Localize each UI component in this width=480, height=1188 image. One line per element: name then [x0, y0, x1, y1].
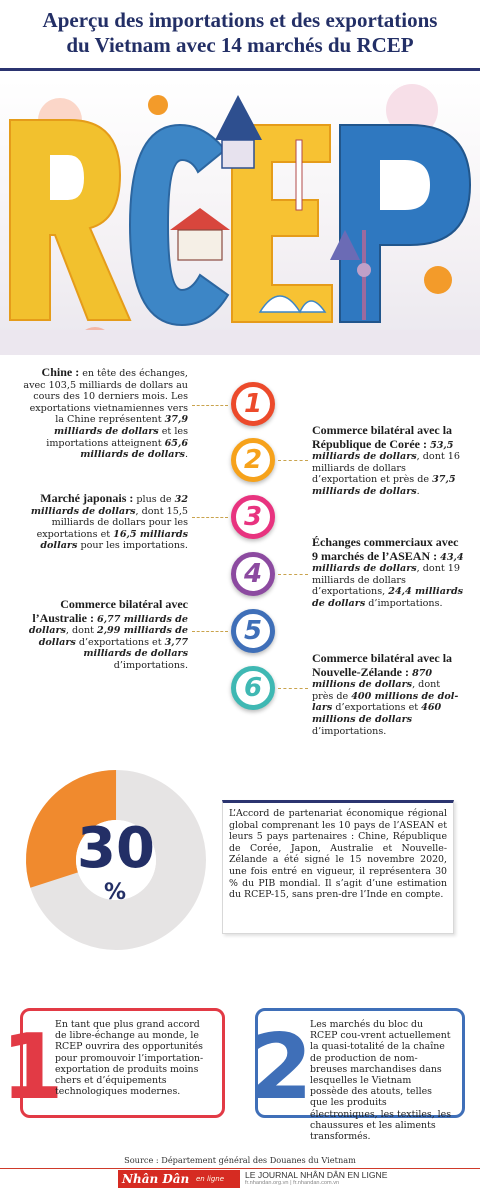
step-circle-1: 1 [231, 382, 275, 426]
pagoda-roof-shape [215, 95, 262, 140]
title-block [0, 0, 480, 72]
step-text-japan: Marché japonais : plus de 32 milliards de dollars, dont 15,5 milliards de dollars pour les exportations et 16,5 milliards dollars pour les importations. [30, 491, 188, 552]
temple-shape [222, 140, 254, 168]
steps-section [0, 360, 480, 750]
rcep-info-box: L’Accord de partenariat économique régional global comprenant les 10 pays de l’ASEAN et leurs 5 pays partenaires : Chine, République de Corée, Japon, Australie et Nouvelle-Zélande a été signé le 15 novembre 2020, une fois entré en vigueur, il représentera 30 % du PIB mondial. Il s’agit d’une estimation du RCEP-15, sans pren-dre l’Inde en compte. [222, 800, 454, 934]
letter-r-hole [50, 155, 84, 200]
footer-divider [0, 1168, 480, 1169]
letter-p [340, 125, 470, 322]
step-text-australia: Commerce bilatéral avec l’Australie : 6,77 milliards de dollars, dont 2,99 milliards de dollars d’exportations et 3,77 milliards de dollars d’importations. [28, 597, 188, 671]
opportunity-card-2 [250, 1008, 465, 1143]
letter-p-hole [380, 160, 430, 210]
tower-shape [296, 140, 302, 210]
percent-unit: % [104, 880, 127, 905]
japanese-roof-shape [170, 208, 230, 230]
card-number-1: 1 [1, 1015, 64, 1120]
step-text-china: Chine : en tête des échanges, avec 103,5 milliards de dollars au cours des 10 derniers mois. Les exportations vietnamiennes vers la Chine représentent 37,9 milliards de dollars et les importations atteignent 65,6 milliards de dollars. [23, 365, 188, 461]
logo-subtitle: en ligne [196, 1175, 225, 1183]
step-circle-2: 2 [231, 438, 275, 482]
step-text-asean: Échanges commerciaux avec 9 marchés de l’ASEAN : 43,4 milliards de dollars, dont 19 milliards de dollars d’exportations, 24,4 milliards de dollars d’importations. [312, 535, 464, 609]
card-text-2: Les marchés du bloc du RCEP cou-vrent actuellement la quasi-totalité de la chaîne de production de nom-breuses marchandises dans lesquelles le Vietnam possède des atouts, telles que les produits électroniques, les textiles, les chaussures et les aliments transformés. [310, 1019, 452, 1143]
footer-urls: fr.nhandan.org.vn | fr.nhandan.com.vn [245, 1180, 340, 1186]
step-text-korea: Commerce bilatéral avec la République de Corée : 53,5 milliards de dollars, dont 16 milliards de dollars d’exportation et près de 37,5 milliards de dollars. [312, 423, 460, 497]
step-circle-4: 4 [231, 552, 275, 596]
connector-1 [192, 405, 228, 406]
page-title-line1: Aperçu des importations et des exportations [42, 8, 438, 32]
step-text-new-zealand: Commerce bilatéral avec la Nouvelle-Zélande : 870 millions de dollars, dont près de 400 millions de dol-lars d’exportations et 460 millions de dollars d’importations. [312, 651, 459, 737]
card-number-2: 2 [250, 1015, 313, 1120]
rcep-illustration [0, 80, 480, 355]
connector-3 [192, 517, 228, 518]
connector-6 [278, 688, 308, 689]
nhandan-logo: Nhân Dân [118, 1170, 240, 1188]
title-divider [0, 68, 480, 71]
opportunity-card-1 [1, 1008, 225, 1120]
card-text-1: En tant que plus grand accord de libre-échange au monde, le RCEP ouvrira des opportunités pour promouvoir l’importation-exportation de produits moins chers et d’équipements technologiques modernes. [55, 1019, 204, 1098]
footer-title: LE JOURNAL NHÂN DÂN EN LIGNE [245, 1170, 388, 1180]
firework-shape [424, 266, 452, 294]
connector-4 [278, 574, 308, 575]
firework-shape-2 [148, 95, 168, 115]
letter-r [10, 120, 130, 320]
step-circle-3: 3 [231, 495, 275, 539]
source-note: Source : Département général des Douanes du Vietnam [124, 1155, 356, 1165]
tv-tower-ball [357, 263, 371, 277]
step-circle-6: 6 [231, 666, 275, 710]
connector-2 [278, 460, 308, 461]
step-circle-5: 5 [231, 609, 275, 653]
page-title-line2: du Vietnam avec 14 marchés du RCEP [66, 33, 414, 57]
hero-illustration [0, 80, 480, 355]
castle-shape [178, 230, 222, 260]
hero-ground [0, 330, 480, 355]
footer [0, 1170, 480, 1188]
connector-5 [192, 631, 228, 632]
gdp-share-section [0, 765, 480, 955]
percent-value: 30 [77, 816, 155, 881]
